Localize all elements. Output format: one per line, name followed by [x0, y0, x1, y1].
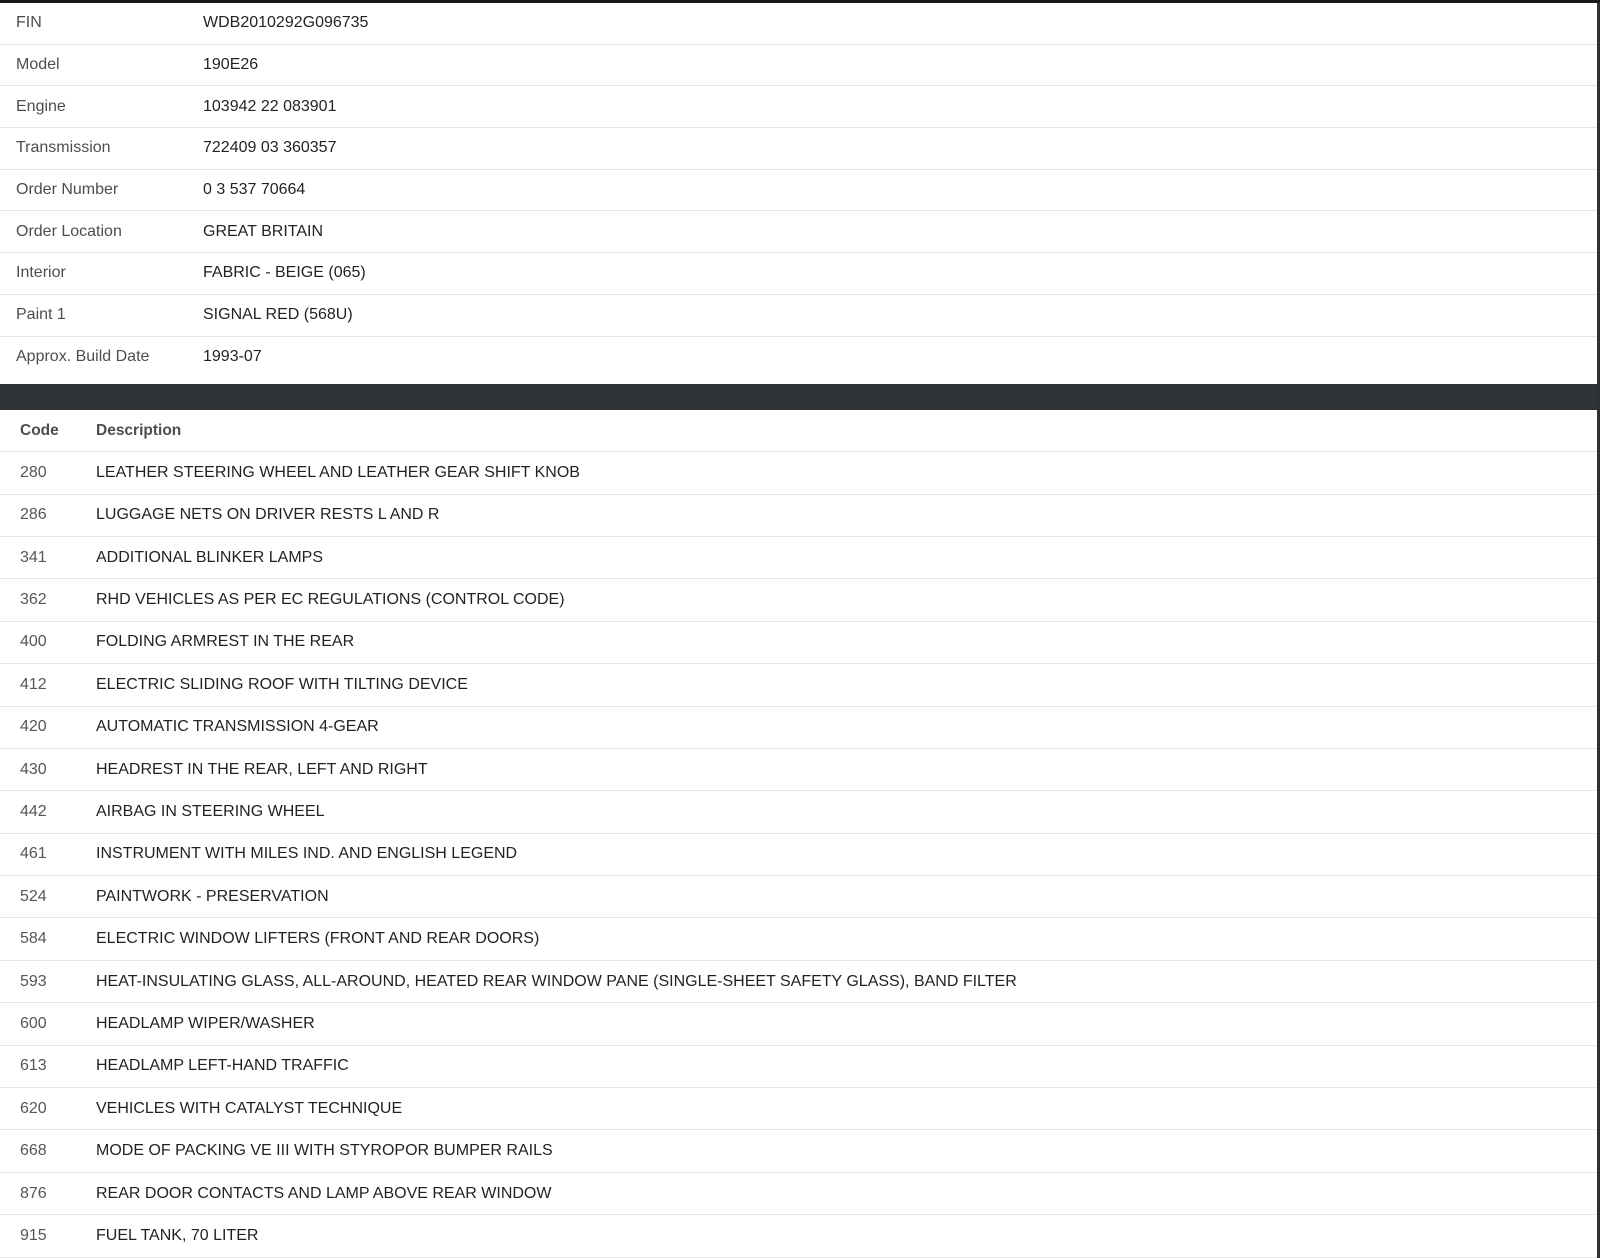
codes-table-header — [0, 410, 1600, 452]
description-cell: VEHICLES WITH CATALYST TECHNIQUE — [96, 1099, 403, 1117]
description-cell: LUGGAGE NETS ON DRIVER RESTS L AND R — [96, 506, 440, 524]
spec-label: Model — [16, 56, 60, 74]
section-divider-bar — [0, 384, 1600, 410]
spec-label: Order Location — [16, 222, 122, 240]
code-row — [0, 1215, 1600, 1257]
code-cell: 286 — [20, 506, 47, 524]
spec-label: Order Number — [16, 181, 119, 199]
description-cell: AUTOMATIC TRANSMISSION 4-GEAR — [96, 718, 379, 736]
code-cell: 430 — [20, 760, 47, 778]
code-cell: 341 — [20, 548, 47, 566]
description-cell: AIRBAG IN STEERING WHEEL — [96, 803, 325, 820]
code-cell: 668 — [20, 1142, 47, 1160]
code-row — [0, 834, 1600, 876]
code-row — [0, 452, 1600, 494]
vehicle-spec-table — [0, 3, 1600, 378]
spec-value: 1993-07 — [203, 348, 262, 366]
spec-row-order-location — [0, 211, 1600, 253]
spec-value: GREAT BRITAIN — [203, 222, 324, 240]
spec-value: FABRIC - BEIGE (065) — [203, 264, 366, 282]
code-row — [0, 664, 1600, 706]
spec-row-engine — [0, 86, 1600, 128]
code-row — [0, 749, 1600, 791]
description-cell: ELECTRIC SLIDING ROOF WITH TILTING DEVICE — [96, 675, 468, 693]
code-cell: 461 — [20, 845, 47, 863]
description-cell: FOLDING ARMREST IN THE REAR — [96, 633, 355, 651]
spec-row-paint — [0, 295, 1600, 337]
code-cell: 420 — [20, 718, 47, 736]
codes-header-code: Code — [20, 421, 59, 439]
spec-row-fin — [0, 3, 1600, 45]
spec-label: Engine — [16, 97, 66, 115]
description-cell: ELECTRIC WINDOW LIFTERS (FRONT AND REAR DOORS) — [96, 930, 540, 948]
description-cell: FUEL TANK, 70 LITER — [96, 1226, 259, 1244]
code-cell: 915 — [20, 1226, 47, 1244]
description-cell: LEATHER STEERING WHEEL AND LEATHER GEAR SHIFT KNOB — [96, 463, 580, 481]
description-cell: HEADLAMP LEFT-HAND TRAFFIC — [96, 1057, 349, 1075]
spec-row-interior — [0, 253, 1600, 295]
code-row — [0, 876, 1600, 918]
code-row — [0, 707, 1600, 749]
code-cell: 400 — [20, 633, 47, 651]
code-cell: 524 — [20, 887, 47, 905]
equipment-codes-table — [0, 410, 1600, 1257]
code-cell: 280 — [20, 463, 47, 481]
spec-row-order-number — [0, 170, 1600, 212]
code-row — [0, 579, 1600, 621]
code-row — [0, 918, 1600, 960]
spec-value: 190E26 — [203, 56, 259, 74]
spec-value: 0 3 537 70664 — [203, 181, 306, 199]
description-cell: HEADREST IN THE REAR, LEFT AND RIGHT — [96, 760, 428, 778]
spec-label: Paint 1 — [16, 306, 66, 324]
code-row — [0, 495, 1600, 537]
code-cell: 593 — [20, 972, 47, 990]
code-cell: 613 — [20, 1057, 47, 1075]
spec-label: Interior — [16, 264, 66, 282]
description-cell: HEADLAMP WIPER/WASHER — [96, 1014, 315, 1032]
spec-value: WDB2010292G096735 — [203, 14, 369, 32]
code-row — [0, 1130, 1600, 1172]
code-row — [0, 1046, 1600, 1088]
description-cell: RHD VEHICLES AS PER EC REGULATIONS (CONTROL CODE) — [96, 591, 565, 609]
code-cell: 876 — [20, 1184, 47, 1202]
description-cell: ADDITIONAL BLINKER LAMPS — [96, 548, 324, 566]
code-row — [0, 791, 1600, 833]
code-row — [0, 537, 1600, 579]
code-row — [0, 622, 1600, 664]
spec-row-build-date — [0, 337, 1600, 379]
code-cell: 442 — [20, 803, 47, 820]
code-cell: 412 — [20, 675, 47, 693]
description-cell: PAINTWORK - PRESERVATION — [96, 887, 329, 905]
code-row — [0, 961, 1600, 1003]
spec-label: Approx. Build Date — [16, 348, 150, 366]
code-cell: 620 — [20, 1099, 47, 1117]
description-cell: MODE OF PACKING VE III WITH STYROPOR BUMPER RAILS — [96, 1142, 553, 1160]
spec-label: Transmission — [16, 139, 111, 157]
spec-value: SIGNAL RED (568U) — [203, 306, 353, 324]
description-cell: INSTRUMENT WITH MILES IND. AND ENGLISH LEGEND — [96, 845, 518, 863]
description-cell: HEAT-INSULATING GLASS, ALL-AROUND, HEATED REAR WINDOW PANE (SINGLE-SHEET SAFETY GLASS), BAND FILTER — [96, 972, 1017, 990]
spec-value: 722409 03 360357 — [203, 139, 337, 157]
spec-row-model — [0, 45, 1600, 87]
spec-label: FIN — [16, 14, 42, 32]
code-cell: 584 — [20, 930, 47, 948]
description-cell: REAR DOOR CONTACTS AND LAMP ABOVE REAR WINDOW — [96, 1184, 552, 1202]
code-cell: 362 — [20, 591, 47, 609]
code-cell: 600 — [20, 1014, 47, 1032]
code-row — [0, 1003, 1600, 1045]
code-row — [0, 1088, 1600, 1130]
spec-row-transmission — [0, 128, 1600, 170]
spec-value: 103942 22 083901 — [203, 97, 337, 115]
code-row — [0, 1173, 1600, 1215]
codes-header-description: Description — [96, 421, 182, 439]
